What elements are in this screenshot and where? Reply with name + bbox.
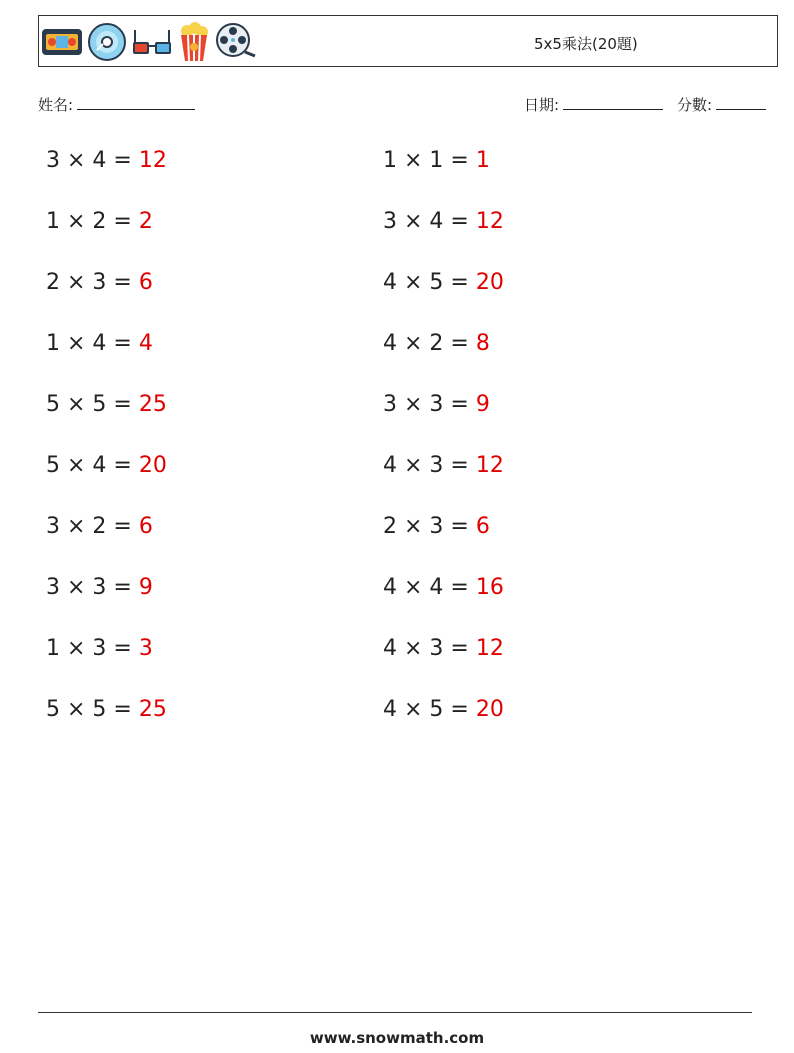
problem-19 — [383, 636, 504, 661]
answer: 9 — [138, 575, 153, 600]
worksheet-header — [38, 15, 778, 67]
equals-sign: = — [106, 209, 139, 234]
times-sign: × — [397, 270, 430, 295]
answer: 4 — [138, 331, 153, 356]
header-icons — [41, 22, 257, 62]
times-sign: × — [397, 453, 430, 478]
factor-b: 3 — [92, 575, 107, 600]
problem-20 — [383, 697, 504, 722]
times-sign: × — [60, 331, 93, 356]
score-field — [677, 94, 766, 115]
factor-a: 4 — [383, 270, 397, 295]
factor-b: 5 — [429, 697, 444, 722]
factor-a: 3 — [46, 514, 60, 539]
times-sign: × — [397, 636, 430, 661]
answer: 3 — [138, 636, 153, 661]
problem-10 — [46, 697, 167, 722]
equals-sign: = — [106, 697, 139, 722]
times-sign: × — [397, 209, 430, 234]
film-reel-icon — [215, 22, 257, 62]
factor-b: 2 — [429, 331, 444, 356]
answer: 2 — [138, 209, 153, 234]
problem-6 — [46, 453, 167, 478]
problem-3 — [46, 270, 153, 295]
factor-b: 4 — [92, 331, 107, 356]
times-sign: × — [60, 148, 93, 173]
problem-5 — [46, 392, 167, 417]
times-sign: × — [60, 453, 93, 478]
factor-b: 1 — [429, 148, 444, 173]
factor-b: 2 — [92, 209, 107, 234]
problem-2 — [46, 209, 153, 234]
problem-14 — [383, 331, 490, 356]
equals-sign: = — [106, 148, 139, 173]
equals-sign: = — [106, 575, 139, 600]
factor-b: 4 — [429, 209, 444, 234]
date-label: 日期: — [524, 96, 560, 114]
problem-11 — [383, 148, 490, 173]
answer: 12 — [475, 209, 504, 234]
factor-a: 4 — [383, 697, 397, 722]
problem-4 — [46, 331, 153, 356]
equals-sign: = — [106, 392, 139, 417]
problem-18 — [383, 575, 504, 600]
factor-b: 4 — [429, 575, 444, 600]
factor-a: 3 — [46, 148, 60, 173]
factor-b: 3 — [92, 270, 107, 295]
date-field — [524, 94, 663, 115]
answer: 20 — [138, 453, 167, 478]
factor-b: 5 — [92, 697, 107, 722]
times-sign: × — [397, 392, 430, 417]
factor-b: 5 — [92, 392, 107, 417]
factor-b: 3 — [429, 392, 444, 417]
equals-sign: = — [443, 514, 476, 539]
equals-sign: = — [106, 331, 139, 356]
vhs-tape-icon — [41, 27, 83, 57]
times-sign: × — [60, 697, 93, 722]
factor-a: 1 — [46, 209, 60, 234]
factor-b: 4 — [92, 453, 107, 478]
answer: 20 — [475, 697, 504, 722]
equals-sign: = — [443, 453, 476, 478]
name-blank-line[interactable] — [77, 95, 195, 110]
factor-a: 3 — [46, 575, 60, 600]
equals-sign: = — [443, 636, 476, 661]
factor-a: 4 — [383, 453, 397, 478]
factor-a: 2 — [46, 270, 60, 295]
factor-b: 3 — [429, 636, 444, 661]
disc-icon — [87, 22, 127, 62]
times-sign: × — [60, 636, 93, 661]
factor-b: 3 — [429, 453, 444, 478]
popcorn-icon — [177, 21, 211, 63]
times-sign: × — [397, 575, 430, 600]
problem-7 — [46, 514, 153, 539]
factor-a: 1 — [383, 148, 397, 173]
3d-glasses-icon — [131, 26, 173, 58]
equals-sign: = — [443, 270, 476, 295]
answer: 12 — [138, 148, 167, 173]
times-sign: × — [60, 392, 93, 417]
factor-a: 3 — [383, 209, 397, 234]
answer: 8 — [475, 331, 490, 356]
answer: 1 — [475, 148, 490, 173]
footer-url: www.snowmath.com — [309, 1029, 485, 1047]
score-label: 分數: — [677, 96, 713, 114]
answer: 6 — [475, 514, 490, 539]
times-sign: × — [397, 514, 430, 539]
problem-9 — [46, 636, 153, 661]
times-sign: × — [60, 270, 93, 295]
times-sign: × — [397, 148, 430, 173]
score-blank-line[interactable] — [716, 95, 766, 110]
factor-a: 4 — [383, 575, 397, 600]
equals-sign: = — [106, 270, 139, 295]
problem-17 — [383, 514, 490, 539]
footer-divider — [38, 1012, 752, 1013]
answer: 25 — [138, 392, 167, 417]
factor-a: 1 — [46, 636, 60, 661]
equals-sign: = — [106, 453, 139, 478]
factor-a: 3 — [383, 392, 397, 417]
name-field — [38, 94, 195, 115]
times-sign: × — [397, 331, 430, 356]
problem-1 — [46, 148, 167, 173]
factor-b: 4 — [92, 148, 107, 173]
equals-sign: = — [443, 392, 476, 417]
factor-a: 5 — [46, 697, 60, 722]
factor-b: 5 — [429, 270, 444, 295]
equals-sign: = — [106, 636, 139, 661]
factor-a: 4 — [383, 636, 397, 661]
times-sign: × — [60, 209, 93, 234]
date-blank-line[interactable] — [563, 95, 663, 110]
equals-sign: = — [443, 331, 476, 356]
factor-b: 3 — [429, 514, 444, 539]
answer: 6 — [138, 270, 153, 295]
problem-8 — [46, 575, 153, 600]
name-label: 姓名: — [38, 96, 74, 114]
factor-a: 2 — [383, 514, 397, 539]
problem-15 — [383, 392, 490, 417]
answer: 9 — [475, 392, 490, 417]
answer: 20 — [475, 270, 504, 295]
times-sign: × — [60, 514, 93, 539]
factor-b: 3 — [92, 636, 107, 661]
equals-sign: = — [443, 148, 476, 173]
factor-b: 2 — [92, 514, 107, 539]
answer: 16 — [475, 575, 504, 600]
equals-sign: = — [443, 209, 476, 234]
times-sign: × — [60, 575, 93, 600]
answer: 12 — [475, 636, 504, 661]
factor-a: 4 — [383, 331, 397, 356]
equals-sign: = — [443, 697, 476, 722]
factor-a: 5 — [46, 392, 60, 417]
times-sign: × — [397, 697, 430, 722]
page-title: 5x5乘法(20題) — [534, 35, 638, 53]
factor-a: 5 — [46, 453, 60, 478]
answer: 12 — [475, 453, 504, 478]
factor-a: 1 — [46, 331, 60, 356]
equals-sign: = — [106, 514, 139, 539]
equals-sign: = — [443, 575, 476, 600]
problem-12 — [383, 209, 504, 234]
problem-16 — [383, 453, 504, 478]
answer: 25 — [138, 697, 167, 722]
problem-13 — [383, 270, 504, 295]
answer: 6 — [138, 514, 153, 539]
